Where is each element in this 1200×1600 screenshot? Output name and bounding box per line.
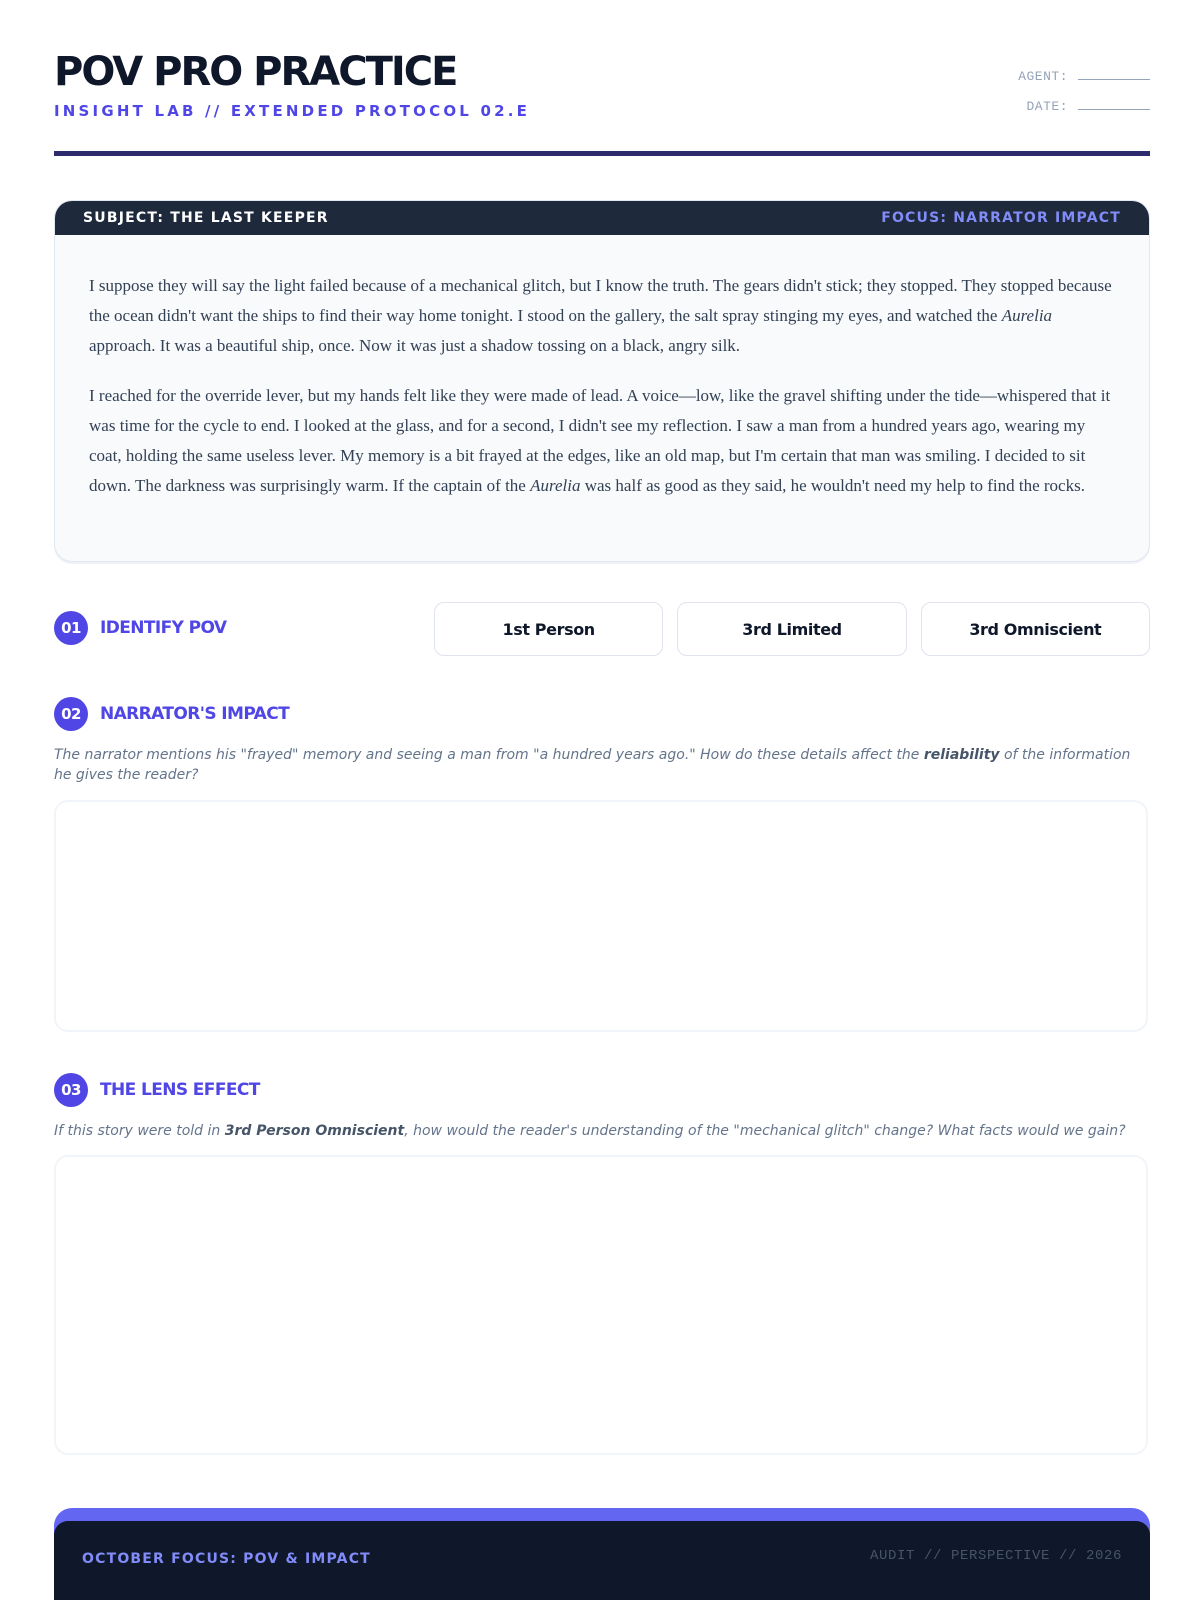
passage-text: [55, 235, 1149, 501]
section-title: THE LENS EFFECT: [100, 1080, 260, 1100]
page-footer: [54, 1508, 1150, 1600]
header-divider: [54, 151, 1150, 156]
pov-option-3rd-omniscient[interactable]: 3rd Omniscient: [921, 602, 1150, 656]
pov-option-3rd-limited[interactable]: 3rd Limited: [677, 602, 906, 656]
section-lens-effect: [54, 1073, 260, 1107]
agent-label: AGENT:: [1018, 69, 1068, 84]
section-number-badge: 02: [54, 697, 88, 731]
worksheet-page: [54, 0, 1150, 1600]
answer-box-3[interactable]: [54, 1155, 1148, 1455]
footer-bar: [54, 1521, 1150, 1600]
section-title: NARRATOR'S IMPACT: [100, 704, 290, 724]
agent-field: [950, 54, 1150, 84]
passage-subject: SUBJECT: THE LAST KEEPER: [83, 210, 329, 226]
section-title: IDENTIFY POV: [100, 618, 227, 638]
passage-focus: FOCUS: NARRATOR IMPACT: [881, 210, 1121, 226]
section-narrators-impact: [54, 697, 289, 731]
page-subtitle: INSIGHT LAB // EXTENDED PROTOCOL 02.E: [54, 102, 531, 120]
date-label: DATE:: [1026, 99, 1068, 114]
section-number-badge: 01: [54, 611, 88, 645]
worksheet-header: [54, 48, 1150, 158]
footer-audit-code: AUDIT // PERSPECTIVE // 2026: [869, 1547, 1122, 1564]
date-field: [950, 84, 1150, 114]
passage-paragraph-2: I reached for the override lever, but my hands felt like they were made of lead. A voice—low, like the gravel shifting under the tide—whispered that it was time for the cycle to end. I looked at the glass, and for a second, I didn't see my reflection. I saw a man from a hundred years ago, wearing my coat, holding the same useless lever. My memory is a bit frayed at the edges, like an old map, but I'm certain that man was smiling. I decided to sit down. The darkness was surprisingly warm. If the captain of the Aurelia was half as good as they said, he wouldn't need my help to find the rocks.: [89, 386, 1111, 495]
ship-name: Aurelia: [530, 476, 581, 495]
pov-options: [434, 602, 1150, 656]
footer-focus: OCTOBER FOCUS: POV & IMPACT: [82, 1550, 371, 1567]
date-blank[interactable]: [1078, 109, 1150, 110]
section-identify-pov: [54, 611, 226, 645]
pov-option-1st-person[interactable]: 1st Person: [434, 602, 663, 656]
section-number-badge: 03: [54, 1073, 88, 1107]
meta-fields: [950, 54, 1150, 114]
page-title: POV PRO PRACTICE: [54, 49, 457, 95]
ship-name: Aurelia: [1001, 306, 1053, 325]
agent-blank[interactable]: [1078, 79, 1150, 80]
passage-card: [54, 200, 1150, 562]
question-prompt-2: The narrator mentions his "frayed" memory and seeing a man from "a hundred years ago." How do these details affect the reliability of the information he gives the reader?: [54, 747, 1131, 783]
passage-paragraph-1: I suppose they will say the light failed because of a mechanical glitch, but I know the truth. The gears didn't stick; they stopped. They stopped because the ocean didn't want the ships to find their way home tonight. I stood on the gallery, the salt spray stinging my eyes, and watched the Aurelia approach. It was a beautiful ship, once. Now it was just a shadow tossing on a black, angry silk.: [89, 276, 1112, 355]
passage-header-bar: [55, 201, 1149, 235]
question-prompt-3: If this story were told in 3rd Person Omniscient, how would the reader's understanding of the "mechanical glitch" change? What facts would we gain?: [54, 1123, 1126, 1139]
answer-box-2[interactable]: [54, 800, 1148, 1032]
